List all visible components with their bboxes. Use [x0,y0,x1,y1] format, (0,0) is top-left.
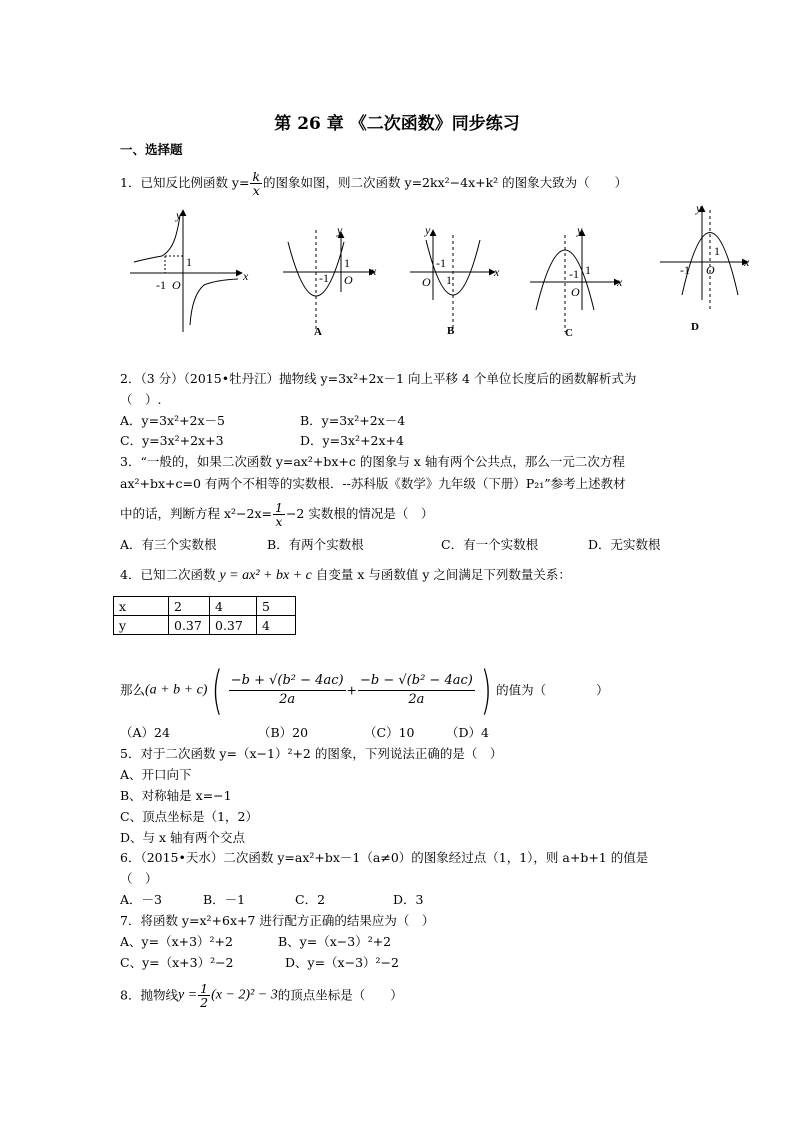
q5-option-a: A、开口向下 [120,767,192,782]
q4-fraction-1 [229,672,346,709]
q8-suffix: 的顶点坐标是（ ） [277,987,403,1003]
table-cell: 4 [257,616,296,635]
q4-frac2-num: −b − √(b² − 4ac) [358,672,475,691]
q7-option-d: D、y=（x−3）²−2 [285,955,399,970]
question-7: 7．将函数 y=x²+6x+7 进行配方正确的结果应为（ ） [120,913,435,928]
q8-frac-num: 1 [200,981,209,996]
option-a-figure [283,223,377,338]
table-row [114,616,296,635]
q1-frac-den: x [252,183,260,198]
q4-table [113,596,296,635]
q1-text-b: 的图象如图，则二次函数 y=2kx²−4x+k² 的图象大致为（ ） [263,175,628,190]
q5-option-d: D、与 x 轴有两个交点 [120,830,246,845]
table-cell: 0.37 [210,616,257,635]
figD-label: D [691,321,699,333]
figC-neg-one: -1 [569,267,579,281]
q3-line2: ax²+bx+c=0 有两个不相等的实数根．--苏科版《数学》九年级（下册）P₂₁”参考上述教材 [120,476,626,491]
table-cell: 5 [257,597,296,616]
q1-frac-num: k [252,169,261,184]
q6-line2: （ ） [120,871,158,886]
table-cell: 4 [210,597,257,616]
option-c-figure [530,223,623,339]
q2-option-b: B．y=3x²+2x－4 [300,413,406,428]
question-4 [120,567,571,584]
table-cell: y [114,616,169,635]
q4-line1c: 自变量 x 与函数值 y 之间满足下列数量关系： [315,567,571,582]
page-title: 第 26 章 《二次函数》同步练习 [274,114,520,134]
q5-option-b: B、对称轴是 x=−1 [120,788,232,803]
option-d-figure [660,201,750,333]
q4-option-d: （D）4 [446,725,489,740]
q4-option-c: （C）10 [364,725,415,740]
q3-option-c: C．有一个实数根 [441,537,539,552]
figB-x-label: x [494,265,500,279]
q3-frac-den: x [275,514,283,529]
fig0-y-label: y [176,208,182,222]
q7-option-c: C、y=（x+3）²−2 [120,955,234,970]
q4-line1a: 4．已知二次函数 [120,567,216,582]
figB-y-label: y [425,223,431,237]
figA-neg-one: -1 [319,271,329,285]
q1-figures [120,200,760,345]
q6-option-a: A．－3 [120,892,162,907]
q4-expr-prefix: 那么 [120,682,146,698]
q8-prefix: 8．抛物线 [120,987,178,1003]
table-row [114,597,296,616]
option-b-figure [410,223,500,337]
q3-fraction [273,501,285,528]
q7-option-a: A、y=（x+3）²+2 [120,934,233,949]
fig0-x-label: x [243,269,249,283]
figB-origin: O [422,275,431,289]
q3-line3b: −2 实数根的情况是（ ） [285,506,434,521]
hyperbola-figure [130,208,249,332]
section-heading: 一、选择题 [120,142,183,157]
q8-frac-den: 2 [200,995,209,1010]
q4-frac2-den: 2a [408,692,425,707]
q2-line2: （ ）. [120,392,162,407]
figA-y-label: y [337,223,343,237]
figB-label: B [447,325,455,337]
question-2: 2．（3 分）（2015•牡丹江）抛物线 y=3x²+2x－1 向上平移 4 个单位长度后的函数解析式为 [120,371,637,386]
table-cell: 0.37 [169,616,210,635]
q4-expr-suffix: 的值为（ ） [496,682,609,698]
q7-option-b: B、y=（x−3）²+2 [278,934,392,949]
question-1 [120,170,627,197]
q4-expression: 那么(a + b + c)( $\frac{\text{−b + √(b² − 4ac)}}{2a}$ + $\frac{\text{−b − √(b² − 4ac)}}{2a}$ ) 的值为（ ） [120,660,609,721]
figC-y-label: y [577,223,583,237]
q4-equation: y = ax² + bx + c [219,568,312,583]
q4-right-paren: ) [480,660,492,721]
q8-expr-a: y = [177,987,198,1003]
q3-frac-num: 1 [274,500,283,515]
question-6: 6．（2015•天水）二次函数 y=ax²+bx－1（a≠0）的图象经过点（1，1），则 a+b+1 的值是 [120,850,649,865]
figD-neg-one: -1 [680,263,690,277]
table-cell: 2 [169,597,210,616]
question-3: 3．“一般的，如果二次函数 y=ax²+bx+c 的图象与 x 轴有两个公共点，那么一元二次方程 [120,454,625,469]
figD-origin: O [706,263,715,277]
q4-fraction-2 [358,672,475,709]
q8-fraction [198,982,210,1009]
figB-one: 1 [446,273,452,287]
fig0-origin: O [172,278,181,292]
q2-option-a: A．y=3x²+2x－5 [120,413,226,428]
figD-one: 1 [714,244,720,258]
fig0-one: 1 [186,255,192,269]
q4-frac1-den: 2a [279,692,296,707]
q3-line3a: 中的话，判断方程 x²−2x= [120,506,272,521]
q3-line3 [120,501,433,528]
figB-neg-one: -1 [436,256,446,270]
q3-option-d: D．无实数根 [588,537,661,552]
figD-y-label: y [696,201,702,215]
figC-origin: O [571,285,580,299]
q4-option-a: （A）24 [120,725,170,740]
q1-fraction [250,170,262,197]
q1-text-a: 1．已知反比例函数 y= [120,175,250,190]
q5-option-c: C、顶点坐标是（1，2） [120,809,258,824]
q8-expr-b: (x − 2)² − 3 [211,987,278,1003]
q6-option-d: D．3 [393,892,424,907]
q4-expr-abc: (a + b + c) [145,682,208,698]
fig0-neg-one: -1 [156,278,166,292]
q2-option-d: D．y=3x²+2x+4 [300,433,404,448]
q6-option-c: C．2 [295,892,326,907]
q2-option-c: C．y=3x²+2x+3 [120,433,224,448]
figA-origin: O [344,273,353,287]
q4-option-b: （B）20 [258,725,309,740]
figA-label: A [314,326,322,338]
table-cell: x [114,597,169,616]
q3-option-a: A．有三个实数根 [120,537,217,552]
figC-x-label: x [617,275,623,289]
figC-label: C [565,327,573,339]
figA-one: 1 [344,256,350,270]
figC-one: 1 [585,263,591,277]
q6-option-b: B．－1 [203,892,246,907]
q4-left-paren: ( [212,660,224,721]
question-5: 5．对于二次函数 y=（x−1）²+2 的图象，下列说法正确的是（ ） [120,746,503,761]
question-8 [120,978,403,1012]
q4-frac1-num: −b + √(b² − 4ac) [229,672,346,691]
figA-x-label: x [371,264,377,278]
q3-option-b: B．有两个实数根 [267,537,364,552]
figD-x-label: x [744,255,750,269]
